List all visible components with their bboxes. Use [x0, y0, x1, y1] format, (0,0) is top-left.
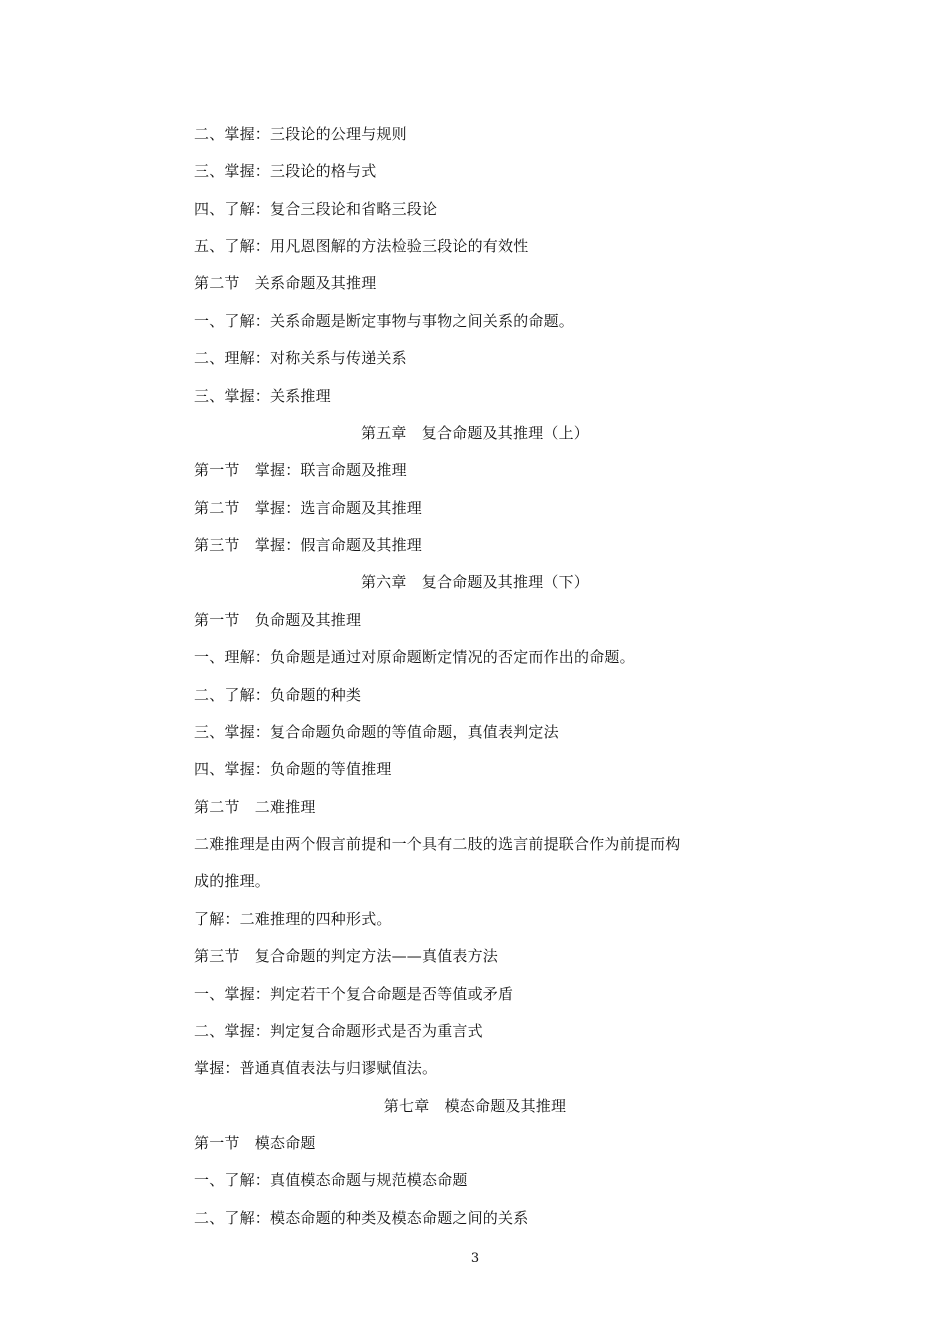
- section-heading: 第三节 掌握：假言命题及其推理: [194, 536, 423, 554]
- text-line: 二、掌握：三段论的公理与规则: [194, 125, 407, 143]
- text-line: 三、掌握：三段论的格与式: [194, 162, 377, 180]
- section-heading: 第一节 模态命题: [194, 1134, 316, 1152]
- chapter-heading: 第六章 复合命题及其推理（下）: [360, 573, 589, 591]
- text-line: 了解：二难推理的四种形式。: [194, 910, 392, 928]
- text-line: 一、了解：关系命题是断定事物与事物之间关系的命题。: [194, 312, 575, 330]
- page-number: 3: [470, 1251, 480, 1266]
- text-line: 二、掌握：判定复合命题形式是否为重言式: [194, 1022, 483, 1040]
- text-line: 二、了解：负命题的种类: [194, 686, 362, 704]
- text-line: 一、理解：负命题是通过对原命题断定情况的否定而作出的命题。: [194, 648, 635, 666]
- section-heading: 第二节 掌握：选言命题及其推理: [194, 499, 423, 517]
- chapter-heading: 第七章 模态命题及其推理: [383, 1097, 567, 1115]
- text-line: 成的推理。: [194, 872, 271, 890]
- text-line: 四、了解：复合三段论和省略三段论: [194, 200, 438, 218]
- text-line: 一、掌握：判定若干个复合命题是否等值或矛盾: [194, 985, 514, 1003]
- text-line: 二难推理是由两个假言前提和一个具有二肢的选言前提联合作为前提而构: [194, 835, 681, 853]
- text-line: 二、理解：对称关系与传递关系: [194, 349, 407, 367]
- text-line: 一、了解：真值模态命题与规范模态命题: [194, 1171, 468, 1189]
- text-line: 三、掌握：关系推理: [194, 387, 331, 405]
- chapter-heading: 第五章 复合命题及其推理（上）: [360, 424, 589, 442]
- text-line: 掌握：普通真值表法与归谬赋值法。: [194, 1059, 438, 1077]
- text-line: 三、掌握：复合命题负命题的等值命题，真值表判定法: [194, 723, 559, 741]
- text-line: 四、掌握：负命题的等值推理: [194, 760, 392, 778]
- text-line: 二、了解：模态命题的种类及模态命题之间的关系: [194, 1209, 529, 1227]
- section-heading: 第二节 二难推理: [194, 798, 316, 816]
- section-heading: 第三节 复合命题的判定方法——真值表方法: [194, 947, 499, 965]
- section-heading: 第二节 关系命题及其推理: [194, 274, 377, 292]
- section-heading: 第一节 掌握：联言命题及推理: [194, 461, 407, 479]
- section-heading: 第一节 负命题及其推理: [194, 611, 362, 629]
- text-line: 五、了解：用凡恩图解的方法检验三段论的有效性: [194, 237, 529, 255]
